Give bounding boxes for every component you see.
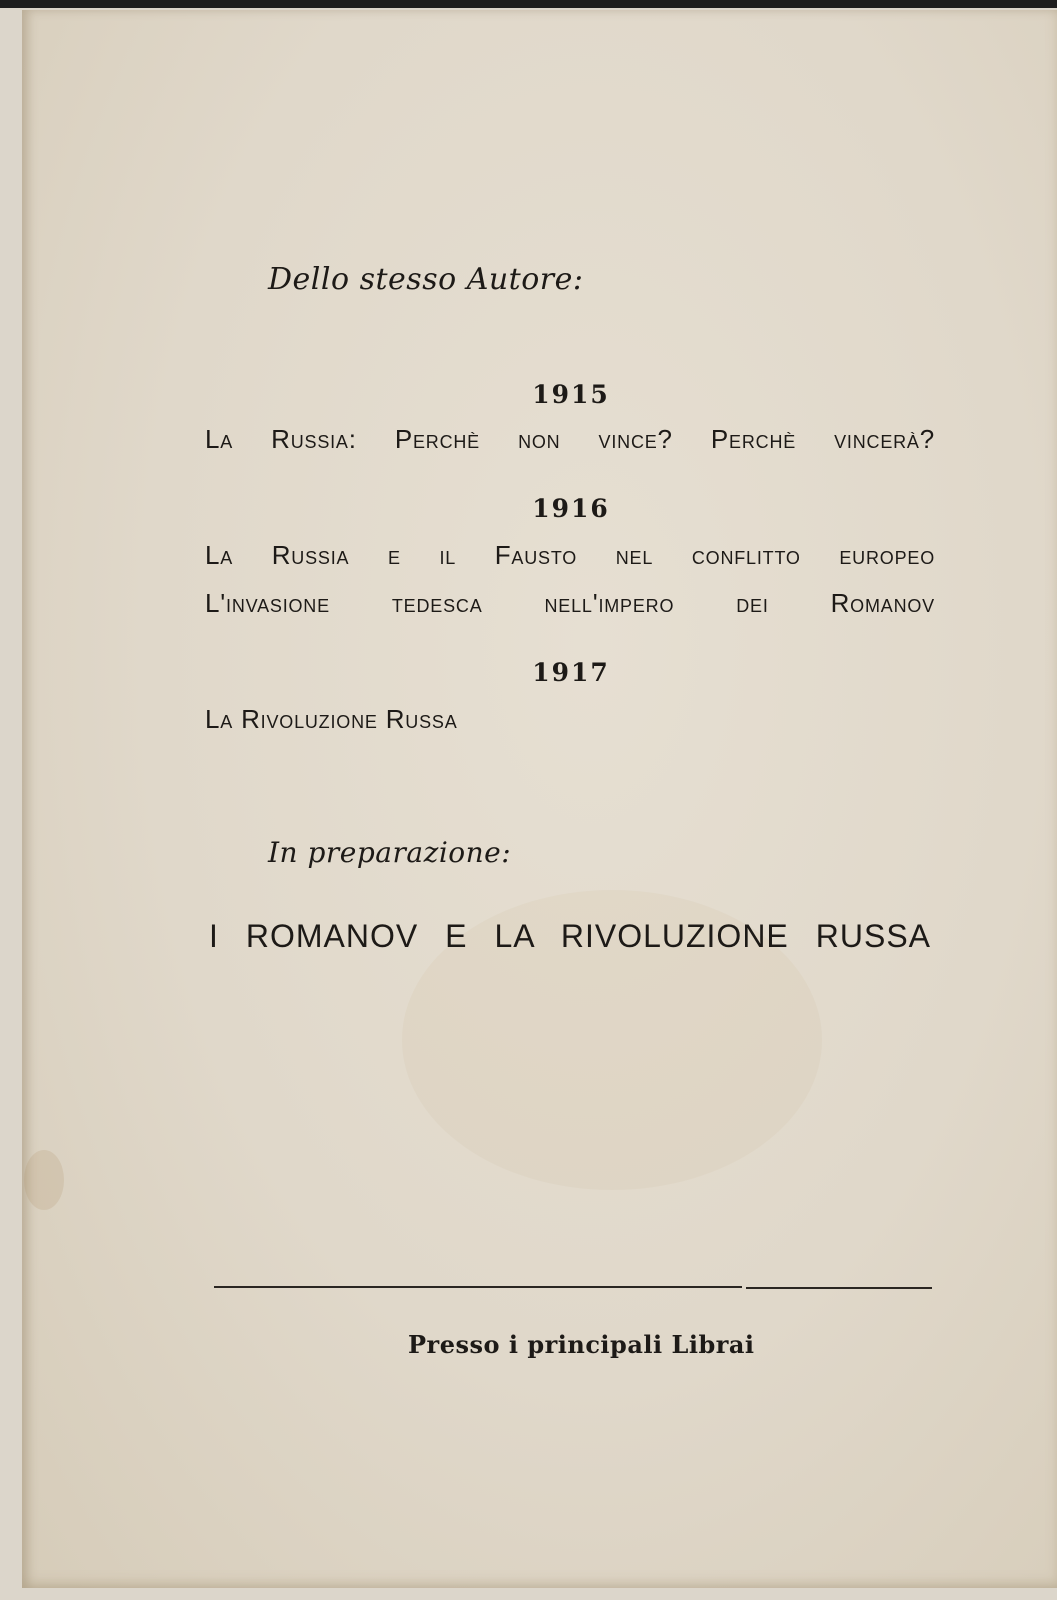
paper-stain bbox=[24, 1150, 64, 1210]
work-title: La Rivoluzione Russa bbox=[205, 704, 458, 734]
forthcoming-title: I ROMANOV E LA RIVOLUZIONE RUSSA bbox=[209, 918, 931, 954]
preparation-label: In preparazione: bbox=[268, 836, 512, 869]
work-title: La Russia e il Fausto nel conflitto europeo bbox=[205, 540, 935, 570]
section-heading: Dello stesso Autore: bbox=[268, 262, 584, 297]
work-title: L'invasione tedesca nell'impero dei Romanov bbox=[205, 588, 935, 618]
year-1916: 1916 bbox=[532, 494, 610, 523]
year-1915: 1915 bbox=[532, 380, 610, 409]
divider-rule bbox=[746, 1287, 932, 1289]
year-1917: 1917 bbox=[532, 658, 610, 687]
work-title: La Russia: Perchè non vince? Perchè vincerà? bbox=[205, 424, 935, 454]
divider-rule bbox=[214, 1286, 742, 1288]
publisher-note: Presso i principali Librai bbox=[408, 1330, 755, 1359]
